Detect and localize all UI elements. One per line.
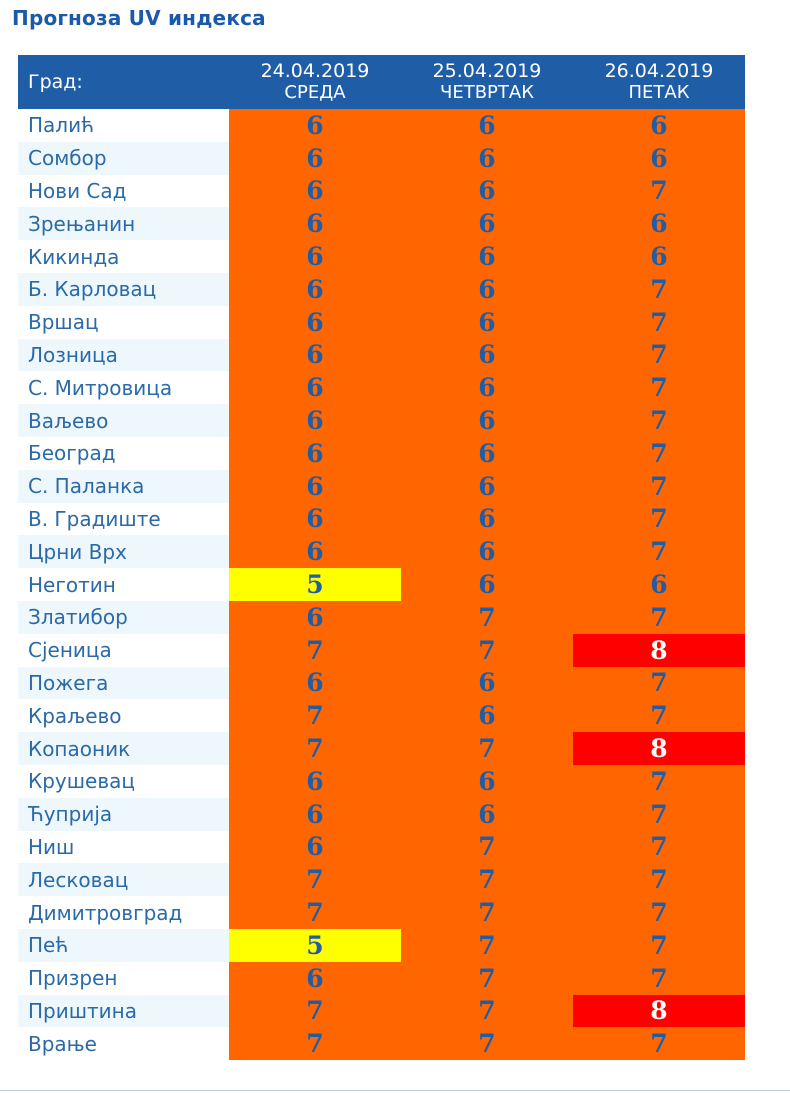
uv-value-cell [229,568,401,601]
uv-value: 7 [478,832,496,862]
city-column-header: Град: [18,55,229,109]
uv-value-cell [229,109,401,142]
uv-value: 6 [306,307,324,337]
uv-value: 6 [478,307,496,337]
table-row [18,995,745,1028]
table-row [18,306,745,339]
uv-value: 6 [650,209,668,239]
table-row [18,896,745,929]
table-row [18,601,745,634]
uv-value-cell [229,929,401,962]
table-row [18,339,745,372]
uv-value: 6 [478,209,496,239]
uv-value: 7 [306,865,324,895]
uv-value: 6 [478,799,496,829]
uv-value-cell [573,929,745,962]
uv-value-cell [573,404,745,437]
uv-value: 6 [306,471,324,501]
uv-value: 7 [650,865,668,895]
uv-value: 7 [306,1029,324,1059]
uv-value-cell [229,634,401,667]
uv-value-cell [401,470,573,503]
uv-value-cell [401,863,573,896]
uv-value-cell [573,535,745,568]
table-row [18,175,745,208]
uv-value-cell [573,896,745,929]
city-name: Палић [28,113,95,138]
uv-value-cell [401,273,573,306]
city-name: Кикинда [28,244,120,269]
table-row [18,404,745,437]
uv-value-cell [401,896,573,929]
city-name: Зрењанин [18,207,229,240]
uv-value: 6 [306,176,324,206]
uv-value-cell [573,667,745,700]
uv-value: 7 [650,274,668,304]
table-row [18,667,745,700]
uv-value-cell [229,306,401,339]
uv-value: 6 [478,438,496,468]
uv-value: 7 [478,996,496,1026]
uv-value-cell [573,207,745,240]
uv-value-cell [401,995,573,1028]
uv-value: 6 [306,799,324,829]
uv-value: 7 [478,635,496,665]
uv-value: 6 [478,274,496,304]
uv-value: 8 [650,734,668,764]
uv-value: 7 [306,898,324,928]
uv-value-cell [229,404,401,437]
uv-value: 7 [650,898,668,928]
uv-value: 6 [306,504,324,534]
city-name: Златибор [18,601,229,634]
uv-value: 6 [306,438,324,468]
day-column-header [229,55,401,109]
day-name: ЧЕТВРТАК [440,82,534,103]
uv-value-cell [401,634,573,667]
uv-value: 5 [306,570,324,600]
uv-value-cell [401,109,573,142]
uv-value-cell [229,503,401,536]
uv-value-cell [229,207,401,240]
uv-value: 6 [306,766,324,796]
uv-value-cell [401,142,573,175]
uv-value-cell [401,240,573,273]
table-body [18,109,745,1060]
day-column-header [573,55,745,109]
uv-value: 6 [650,110,668,140]
uv-value: 7 [478,963,496,993]
uv-value-cell [573,109,745,142]
uv-value: 6 [306,602,324,632]
city-name: Крушевац [28,769,135,794]
uv-value-cell [401,339,573,372]
city-name: Пожега [18,667,229,700]
uv-value: 6 [478,537,496,567]
uv-value: 7 [478,1029,496,1059]
uv-value-cell [229,863,401,896]
table-row [18,962,745,995]
table-row [18,929,745,962]
uv-value: 6 [306,406,324,436]
city-name: Копаоник [18,732,229,765]
uv-value-cell [401,601,573,634]
uv-value: 6 [478,340,496,370]
uv-value-cell [229,765,401,798]
city-name: С. Паланка [18,470,229,503]
city-name: Ћуприја [18,798,229,831]
uv-value-cell [401,831,573,864]
city-name: С. Митровица [28,375,173,400]
uv-value: 7 [650,340,668,370]
table-row [18,568,745,601]
city-name: Ниш [28,834,75,859]
uv-value-cell [401,798,573,831]
uv-value: 6 [306,242,324,272]
table-row [18,273,745,306]
uv-value-cell [229,371,401,404]
uv-value-cell [401,437,573,470]
uv-value-cell [229,962,401,995]
table-row [18,371,745,404]
uv-value: 6 [478,504,496,534]
uv-value: 7 [650,963,668,993]
uv-value-cell [229,470,401,503]
table-header-row [18,55,745,109]
table-row [18,240,745,273]
uv-value: 7 [306,996,324,1026]
uv-value-cell [401,306,573,339]
uv-value-cell [229,175,401,208]
uv-value: 6 [478,110,496,140]
day-column-header [401,55,573,109]
uv-value: 7 [650,799,668,829]
uv-value-cell [229,896,401,929]
uv-value-cell [401,503,573,536]
uv-value: 7 [650,471,668,501]
uv-value-cell [229,437,401,470]
uv-value: 8 [650,996,668,1026]
table-row [18,798,745,831]
uv-value: 5 [306,930,324,960]
table-row [18,470,745,503]
uv-value-cell [401,699,573,732]
table-row [18,437,745,470]
uv-value-cell [229,601,401,634]
uv-value-cell [401,667,573,700]
city-name: Краљево [28,703,122,728]
uv-value: 7 [650,504,668,534]
table-row [18,503,745,536]
uv-value: 7 [306,734,324,764]
uv-value: 7 [478,898,496,928]
uv-value-cell [229,667,401,700]
table-row [18,1027,745,1060]
uv-value-cell [573,470,745,503]
city-name: Б. Карловац [18,273,229,306]
uv-value-cell [573,273,745,306]
table-row [18,535,745,568]
uv-value-cell [229,240,401,273]
uv-value: 7 [650,176,668,206]
city-name: Лесковац [18,863,229,896]
city-name: Црни Врх [18,535,229,568]
uv-value: 6 [306,832,324,862]
uv-value-cell [229,339,401,372]
day-date: 26.04.2019 [604,60,714,82]
uv-value: 7 [306,701,324,731]
uv-value: 8 [650,635,668,665]
city-name: Београд [28,441,116,466]
uv-value-cell [229,535,401,568]
uv-value: 6 [478,701,496,731]
uv-value-cell [573,503,745,536]
uv-value: 7 [650,668,668,698]
uv-value: 6 [478,668,496,698]
uv-value: 7 [650,766,668,796]
uv-value-cell [401,175,573,208]
uv-value: 6 [478,373,496,403]
uv-value: 6 [306,143,324,173]
city-name: Сомбор [18,142,229,175]
uv-value-cell [573,175,745,208]
uv-value-cell [573,306,745,339]
uv-value: 7 [650,832,668,862]
uv-value-cell [573,240,745,273]
day-date: 24.04.2019 [260,60,370,82]
uv-value: 6 [478,406,496,436]
uv-value-cell [401,535,573,568]
day-name: ПЕТАК [628,82,690,103]
uv-value-cell [573,568,745,601]
uv-value-cell [401,404,573,437]
uv-value-cell [401,1027,573,1060]
uv-value: 6 [650,570,668,600]
uv-value: 6 [478,176,496,206]
day-date: 25.04.2019 [432,60,542,82]
table-row [18,109,745,142]
uv-value: 6 [306,274,324,304]
uv-value: 7 [650,307,668,337]
uv-value-cell [573,863,745,896]
uv-value: 6 [478,143,496,173]
uv-value-cell [401,929,573,962]
city-name: Лозница [18,339,229,372]
page-title: Прогноза UV индекса [12,6,266,30]
uv-value-cell [573,732,745,765]
uv-value-cell [573,765,745,798]
city-name: Призрен [28,966,118,991]
uv-value: 6 [650,242,668,272]
city-name: Вршац [28,310,99,335]
uv-value: 6 [306,340,324,370]
uv-value: 7 [650,406,668,436]
uv-value-cell [401,371,573,404]
uv-value-cell [229,273,401,306]
uv-value-cell [573,1027,745,1060]
uv-value: 6 [478,570,496,600]
uv-value-cell [229,798,401,831]
uv-value: 6 [650,143,668,173]
uv-value: 7 [650,1029,668,1059]
uv-value-cell [573,995,745,1028]
city-name: В. Градиште [28,506,161,531]
uv-value-cell [401,732,573,765]
uv-value: 6 [478,766,496,796]
city-name: Неготин [28,572,116,597]
uv-value-cell [573,601,745,634]
uv-value: 7 [478,865,496,895]
uv-value: 6 [306,110,324,140]
uv-value-cell [573,831,745,864]
city-name: Нови Сад [28,178,127,203]
uv-value-cell [401,962,573,995]
city-name: Сјеница [28,638,112,663]
uv-value: 7 [478,734,496,764]
uv-value: 7 [650,373,668,403]
uv-value-cell [229,1027,401,1060]
uv-value: 6 [306,537,324,567]
table-row [18,732,745,765]
table-row [18,142,745,175]
uv-value-cell [229,995,401,1028]
uv-value: 6 [306,209,324,239]
uv-value: 7 [650,438,668,468]
uv-forecast-table [18,55,745,1060]
uv-value-cell [573,699,745,732]
uv-value-cell [229,732,401,765]
table-row [18,863,745,896]
uv-value: 7 [650,537,668,567]
table-row [18,207,745,240]
bottom-divider [0,1090,790,1091]
table-row [18,831,745,864]
uv-value: 6 [478,471,496,501]
day-name: СРЕДА [284,82,346,103]
uv-value-cell [573,962,745,995]
city-name: Ваљево [18,404,229,437]
uv-value: 7 [478,602,496,632]
uv-value-cell [573,634,745,667]
uv-value-cell [573,339,745,372]
uv-value: 6 [478,242,496,272]
uv-value: 7 [650,930,668,960]
uv-value: 6 [306,963,324,993]
uv-value-cell [229,142,401,175]
uv-value-cell [401,207,573,240]
uv-value: 7 [478,930,496,960]
uv-value: 7 [650,602,668,632]
table-row [18,699,745,732]
uv-value: 7 [306,635,324,665]
city-name: Димитровград [28,900,183,925]
city-name: Приштина [18,995,229,1028]
city-name: Врање [28,1031,97,1056]
uv-value-cell [401,765,573,798]
uv-value-cell [229,831,401,864]
uv-value-cell [229,699,401,732]
uv-value: 6 [306,668,324,698]
uv-value: 6 [306,373,324,403]
uv-value-cell [573,798,745,831]
table-row [18,765,745,798]
uv-value-cell [573,371,745,404]
uv-value: 7 [650,701,668,731]
uv-value-cell [573,142,745,175]
table-row [18,634,745,667]
city-name: Пећ [18,929,229,962]
uv-value-cell [401,568,573,601]
uv-value-cell [573,437,745,470]
